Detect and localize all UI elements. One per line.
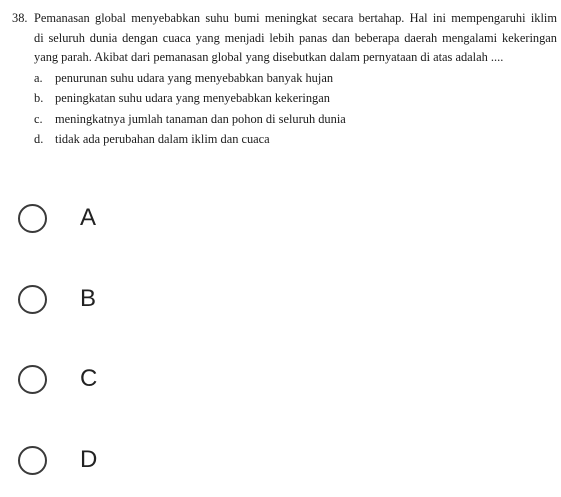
- option-text: peningkatan suhu udara yang menyebabkan kekeringan: [55, 91, 330, 105]
- question-line-3: [12, 48, 557, 68]
- option-letter: a.: [34, 70, 43, 85]
- option-c: [12, 109, 557, 130]
- question-line-2: [12, 29, 557, 49]
- question-number: 38.: [12, 11, 28, 25]
- option-b: [12, 88, 557, 109]
- answer-choice-label: B: [80, 285, 97, 312]
- option-text: tidak ada perubahan dalam iklim dan cuaca: [55, 132, 270, 146]
- option-letter: d.: [34, 132, 44, 146]
- radio-button-c[interactable]: [18, 365, 47, 394]
- question-text-line: Pemanasan global menyebabkan suhu bumi meningkat secara bertahap. Hal ini mempengaruhi iklim: [34, 11, 557, 25]
- question-line-1: [12, 9, 557, 29]
- radio-button-d[interactable]: [18, 446, 47, 475]
- option-text: meningkatnya jumlah tanaman dan pohon di seluruh dunia: [55, 111, 346, 126]
- radio-button-a[interactable]: [18, 204, 47, 233]
- radio-button-b[interactable]: [18, 285, 47, 314]
- answer-choice-label: A: [80, 204, 97, 231]
- answer-choice-d[interactable]: [18, 446, 218, 480]
- option-text: penurunan suhu udara yang menyebabkan banyak hujan: [55, 70, 334, 85]
- question-text-line: yang parah. Akibat dari pemanasan global yang disebutkan dalam pernyataan di atas adalah ....: [34, 50, 504, 64]
- option-letter: b.: [34, 91, 44, 105]
- answer-choice-label: D: [80, 446, 98, 473]
- answer-choice-b[interactable]: [18, 285, 218, 319]
- answer-choice-a[interactable]: [18, 204, 218, 238]
- option-letter: c.: [34, 111, 43, 126]
- question-block: [12, 9, 557, 150]
- answer-choice-label: C: [80, 365, 98, 392]
- option-a: [12, 68, 557, 89]
- option-d: [12, 129, 557, 150]
- question-text-line: di seluruh dunia dengan cuaca yang menjadi lebih panas dan beberapa daerah mengalami kekeringan: [34, 30, 557, 45]
- answer-choice-c[interactable]: [18, 365, 218, 399]
